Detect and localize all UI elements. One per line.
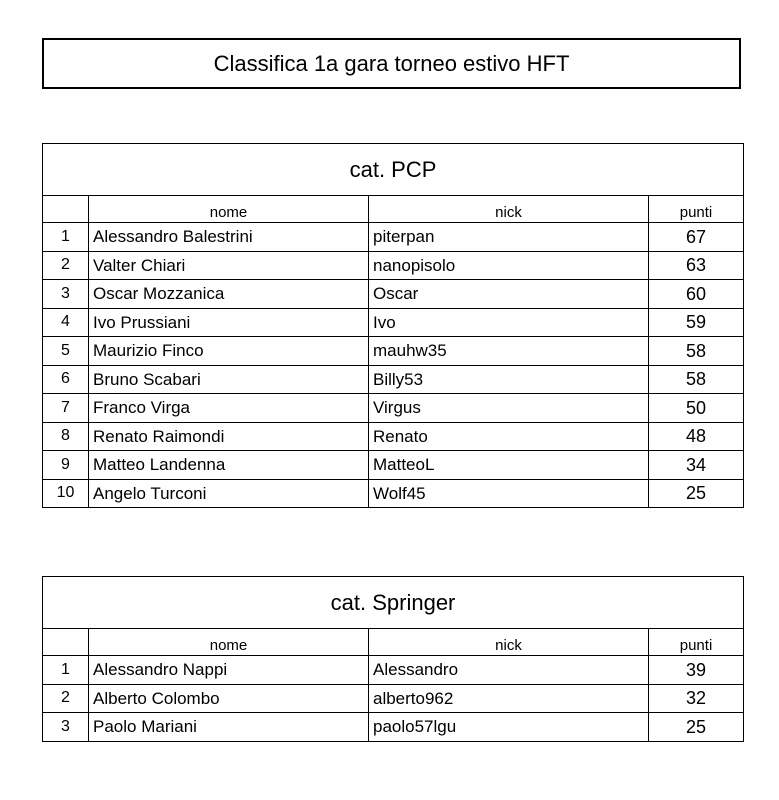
nick-cell: paolo57lgu — [369, 713, 649, 742]
table-row — [43, 308, 744, 337]
name-cell: Alessandro Nappi — [89, 656, 369, 685]
points-cell: 34 — [649, 451, 744, 480]
rank-cell: 7 — [43, 394, 89, 423]
name-cell: Oscar Mozzanica — [89, 280, 369, 309]
rank-cell: 3 — [43, 713, 89, 742]
points-cell: 25 — [649, 713, 744, 742]
table-row — [43, 251, 744, 280]
nick-cell: Alessandro — [369, 656, 649, 685]
table-row — [43, 713, 744, 742]
rank-cell: 10 — [43, 479, 89, 508]
points-cell: 39 — [649, 656, 744, 685]
rank-cell: 9 — [43, 451, 89, 480]
points-cell: 48 — [649, 422, 744, 451]
table-row — [43, 479, 744, 508]
nick-cell: piterpan — [369, 223, 649, 252]
points-cell: 58 — [649, 337, 744, 366]
table-row — [43, 223, 744, 252]
rank-cell: 2 — [43, 251, 89, 280]
table-row — [43, 684, 744, 713]
column-header-points: punti — [649, 629, 744, 656]
column-header-name: nome — [89, 196, 369, 223]
points-cell: 59 — [649, 308, 744, 337]
table-row — [43, 337, 744, 366]
name-cell: Franco Virga — [89, 394, 369, 423]
name-cell: Bruno Scabari — [89, 365, 369, 394]
table-row — [43, 422, 744, 451]
name-cell: Ivo Prussiani — [89, 308, 369, 337]
page-title: Classifica 1a gara torneo estivo HFT — [42, 38, 741, 89]
rank-cell: 2 — [43, 684, 89, 713]
column-header-nick: nick — [369, 629, 649, 656]
nick-cell: Ivo — [369, 308, 649, 337]
table-row — [43, 656, 744, 685]
table-row — [43, 280, 744, 309]
nick-cell: nanopisolo — [369, 251, 649, 280]
nick-cell: Virgus — [369, 394, 649, 423]
category-title: cat. Springer — [43, 577, 744, 629]
name-cell: Maurizio Finco — [89, 337, 369, 366]
rank-cell: 1 — [43, 656, 89, 685]
nick-cell: MatteoL — [369, 451, 649, 480]
nick-cell: Billy53 — [369, 365, 649, 394]
name-cell: Alberto Colombo — [89, 684, 369, 713]
rank-cell: 8 — [43, 422, 89, 451]
name-cell: Renato Raimondi — [89, 422, 369, 451]
ranking-table-pcp — [42, 143, 744, 508]
column-header-nick: nick — [369, 196, 649, 223]
nick-cell: Wolf45 — [369, 479, 649, 508]
points-cell: 25 — [649, 479, 744, 508]
points-cell: 63 — [649, 251, 744, 280]
points-cell: 60 — [649, 280, 744, 309]
category-title: cat. PCP — [43, 144, 744, 196]
rank-cell: 5 — [43, 337, 89, 366]
nick-cell: alberto962 — [369, 684, 649, 713]
rank-cell: 4 — [43, 308, 89, 337]
points-cell: 32 — [649, 684, 744, 713]
column-header-name: nome — [89, 629, 369, 656]
column-header-points: punti — [649, 196, 744, 223]
column-header-rank — [43, 629, 89, 656]
name-cell: Valter Chiari — [89, 251, 369, 280]
nick-cell: mauhw35 — [369, 337, 649, 366]
nick-cell: Renato — [369, 422, 649, 451]
nick-cell: Oscar — [369, 280, 649, 309]
column-header-rank — [43, 196, 89, 223]
name-cell: Angelo Turconi — [89, 479, 369, 508]
name-cell: Paolo Mariani — [89, 713, 369, 742]
table-row — [43, 394, 744, 423]
rank-cell: 1 — [43, 223, 89, 252]
ranking-table-springer — [42, 576, 744, 742]
rank-cell: 3 — [43, 280, 89, 309]
table-row — [43, 451, 744, 480]
points-cell: 58 — [649, 365, 744, 394]
points-cell: 67 — [649, 223, 744, 252]
rank-cell: 6 — [43, 365, 89, 394]
table-row — [43, 365, 744, 394]
name-cell: Alessandro Balestrini — [89, 223, 369, 252]
name-cell: Matteo Landenna — [89, 451, 369, 480]
points-cell: 50 — [649, 394, 744, 423]
